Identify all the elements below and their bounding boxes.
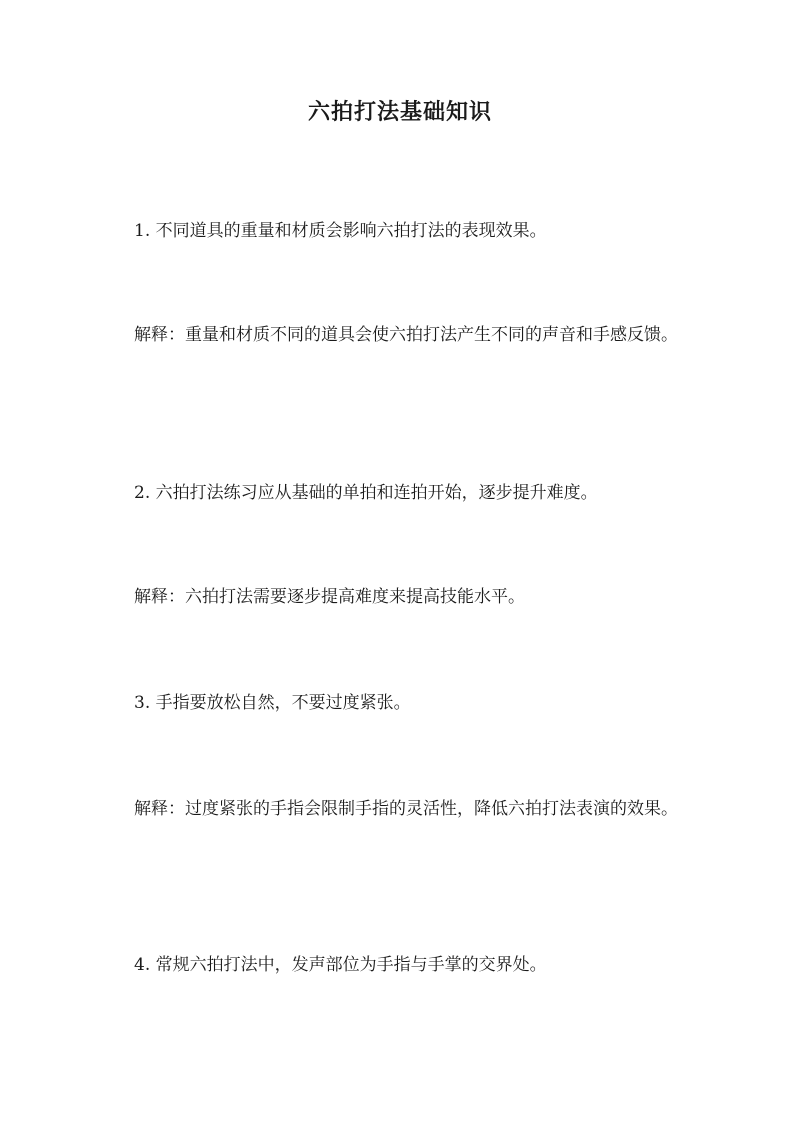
document-title: 六拍打法基础知识 — [307, 99, 492, 125]
paragraph-item-1: 1. 不同道具的重量和材质会影响六拍打法的表现效果。 — [134, 221, 547, 241]
paragraph-explanation-1: 解释：重量和材质不同的道具会使六拍打法产生不同的声音和手感反馈。 — [134, 325, 678, 345]
paragraph-explanation-2: 解释：六拍打法需要逐步提高难度来提高技能水平。 — [134, 587, 525, 607]
paragraph-explanation-3: 解释：过度紧张的手指会限制手指的灵活性，降低六拍打法表演的效果。 — [134, 799, 678, 819]
paragraph-item-4: 4. 常规六拍打法中，发声部位为手指与手掌的交界处。 — [134, 955, 547, 975]
paragraph-item-3: 3. 手指要放松自然，不要过度紧张。 — [134, 693, 411, 713]
paragraph-item-2: 2. 六拍打法练习应从基础的单拍和连拍开始，逐步提升难度。 — [134, 483, 598, 503]
